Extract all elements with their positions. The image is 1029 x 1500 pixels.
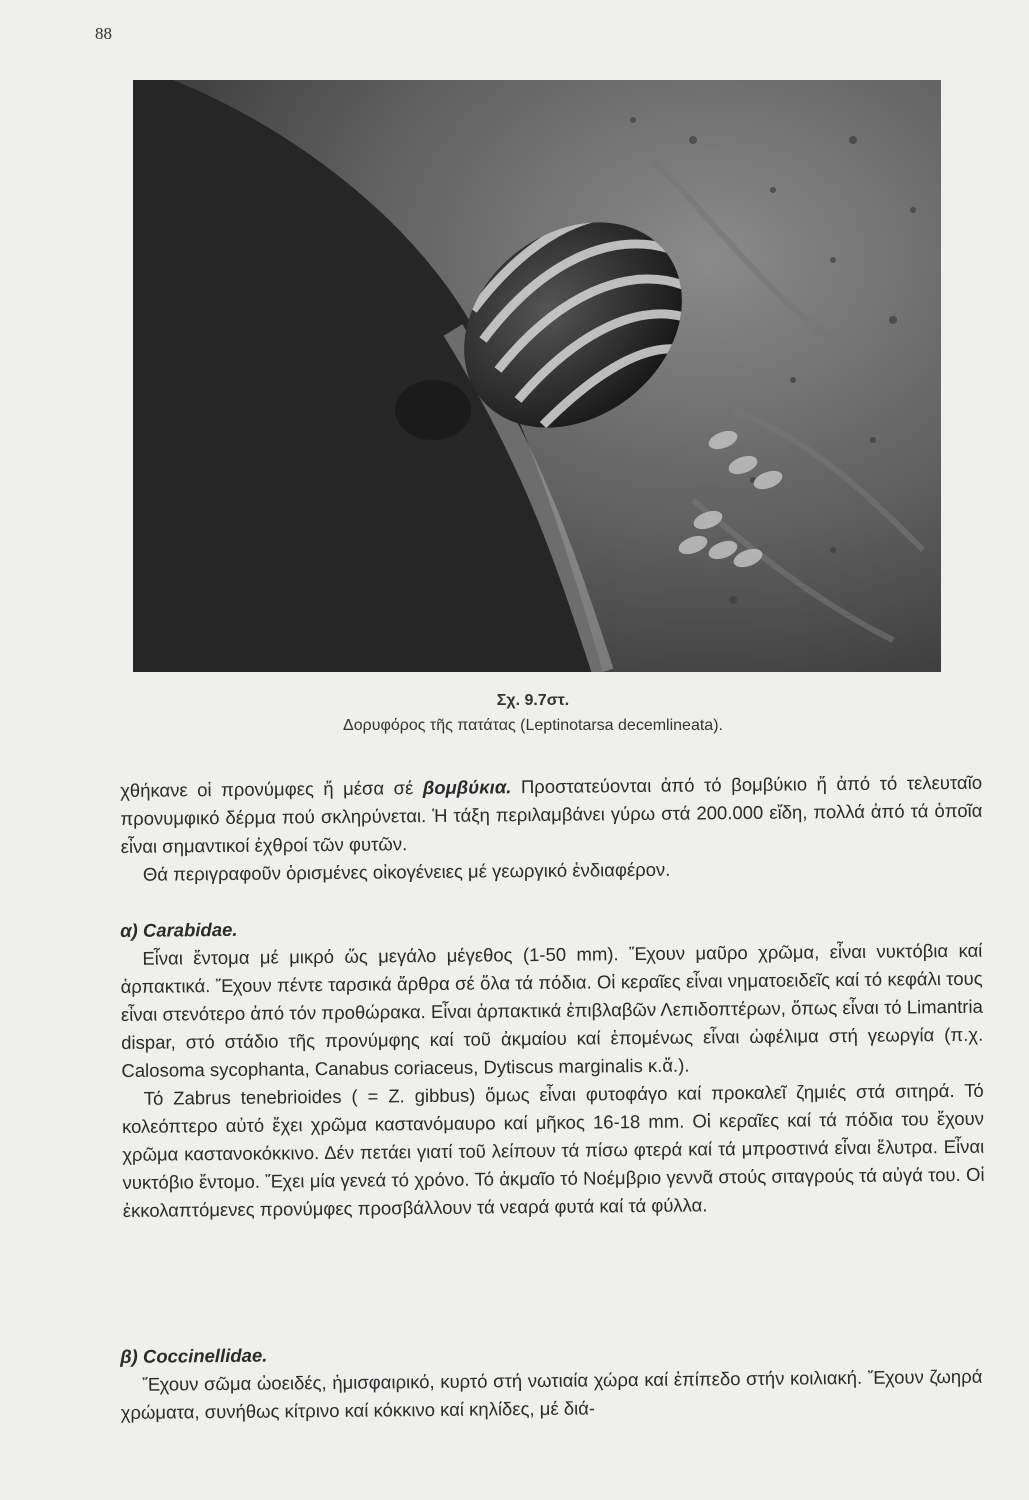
paragraph-intro-rest: Προστατεύονται ἀπό τό βομβύκιο ἤ ἀπό τό τελευταῖο προνυμφικό δέρμα πού σκληρύνεται. Ἡ τάξη περιλαμβάνει γύρω στά 200.000 εἴδη, πολλά ἀπό τά ὁποῖα εἶναι σημαντικοί ἐχθροί τῶν φυτῶν. [120,771,983,857]
section-coccinellidae [120,1335,983,1427]
beetle-photo-illustration [133,80,941,672]
figure-caption: Δορυφόρος τῆς πατάτας (Leptinotarsa decemlineata). [343,717,723,734]
page-number: 88 [95,24,112,43]
paragraph-intro-start: χθήκανε οἱ προνύμφες ἤ μέσα σέ [120,777,423,801]
paragraph-intro [120,769,983,861]
figure-photo [133,80,941,672]
figure-label: Σχ. 9.7στ. [496,692,570,709]
section-carabidae [120,909,985,1225]
coccinellidae-paragraph-1: Ἔχουν σῶμα ὠοειδές, ἡμισφαιρικό, κυρτό στή νωτιαία χώρα καί ἐπίπεδο στήν κοιλιακή. Ἔχουν ζωηρά χρώματα, συνήθως κίτρινο καί κόκκινο καί κηλίδες, μέ διά- [120,1365,983,1423]
section-heading-carabidae: α) Carabidae. [120,918,238,941]
section-heading-coccinellidae: β) Coccinellidae. [120,1344,268,1367]
carabidae-paragraph-2: Τό Zabrus tenebrioides ( = Z. gibbus) ὅμως εἶναι φυτοφάγο καί προκαλεῖ ζημιές στά σιτηρά. Τό κολεόπτερο αὐτό ἔχει χρῶμα καστανόμαυρο καί μῆκος 16-18 mm. Οἱ κεραῖες καί τά πόδια του ἔχουν χρῶμα καστανοκόκκινο. Δέν πετάει γιατί τοῦ λείπουν τά πίσω φτερά καί τά μπροστινά εἶναι ἔλυτρα. Εἶναι νυκτόβιο ἔντομο. Ἔχει μία γενεά τό χρόνο. Τό ἀκμαῖο τό Νοέμβριο γεννᾶ στούς σιταγρούς τά αὐγά του. Οἱ ἐκκολαπτόμενες προνύμφες προσβάλλουν τά νεαρά φυτά καί τά φύλλα. [121,1079,985,1221]
paragraph-families: Θά περιγραφοῦν ὁρισμένες οἰκογένειες μέ γεωργικό ἐνδιαφέρον. [142,858,671,885]
intro-text [120,769,983,889]
emphasis-term: βομβύκια. [422,776,512,799]
carabidae-paragraph-1: Εἶναι ἔντομα μέ μικρό ὥς μεγάλο μέγεθος (1-50 mm). Ἔχουν μαῦρο χρῶμα, εἶναι νυκτόβια καί ἁρπακτικά. Ἔχουν πέντε ταρσικά ἄρθρα σέ ὅλα τά πόδια. Οἱ κεραῖες εἶναι νηματοειδεῖς καί τό κεφάλι τους εἶναι στενότερο ἀπό τόν προθώρακα. Εἶναι ἁρπακτικά ἐπιβλαβῶν Λεπιδοπτέρων, ὅπως εἶναι τό Limantria dispar, στό στάδιο τῆς προνύμφης καί τοῦ ἀκμαίου καί ἑπομένως εἶναι ὠφέλιμα στή γεωργία (π.χ. Calosoma sycophanta, Canabus coriaceus, Dytiscus marginalis κ.ἄ.). [120,939,984,1081]
